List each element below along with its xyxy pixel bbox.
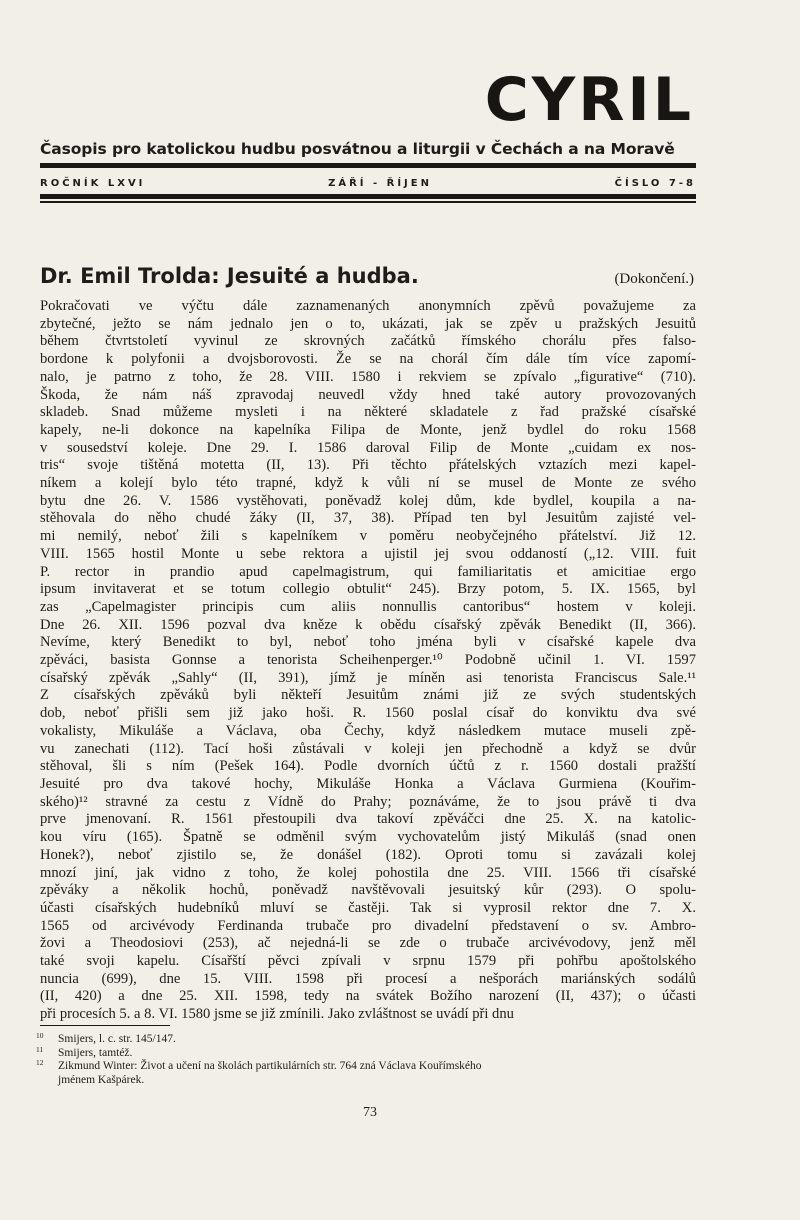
months-label: ZÁŘÍ - ŘÍJEN — [328, 178, 432, 189]
article-line: Pokračovati ve výčtu dále zaznamenaných anonymních zpěvů považujeme za — [40, 298, 696, 314]
journal-subtitle: Časopis pro katolickou hudbu posvátnou a liturgii v Čechách a na Moravě — [40, 140, 675, 158]
article-line: (II, 420) a dne 25. XII. 1598, tedy na svátek Božího narození (II, 437); o účasti — [40, 988, 696, 1005]
footnote-rule — [40, 1025, 170, 1026]
article-line: během čtvrtstoletí vyvinul ze skrovných začátků římského chorálu přes falso- — [40, 333, 696, 350]
article-line: mnozí jiní, jak vidno z toho, že kolej pohostila dne 25. VIII. 1566 tři císařské — [40, 864, 696, 881]
article-line: Z císařských zpěváků byli někteří Jesuitům známi již ze svých studentských — [40, 687, 696, 704]
article-line: žovi a Theodosiovi (253), ač nejedná-li se zde o trubače arcivévodovy, jenž měl — [40, 935, 696, 952]
article-line: Nevíme, který Benedikt to byl, neboť toho jména byli v císařské kapele dva — [40, 634, 696, 651]
article-line: zbytečné, ježto se nám jednalo jen o to, ukázati, jak se zpěv u pražských Jesuitů — [40, 315, 696, 332]
article-line: stěhovala do něho chudé žáky (II, 37, 38). Případ ten byl Jesuitům zajisté vel- — [40, 510, 696, 527]
article-line: ipsum invitaverat et se totum collegio obtulit“ 245). Brzy potom, 5. IX. 1565, byl — [40, 581, 696, 598]
article-line: ského)¹² stravné za cestu z Vídně do Prahy; poznáváme, že to jsou právě ti dva — [40, 793, 696, 810]
article-line: kapely, ne-li dokonce na kapelníka Filipa de Monte, jenž bydlel do roku 1568 — [40, 421, 696, 438]
journal-title: CYRIL — [484, 65, 694, 135]
article-line: VIII. 1565 hostil Monte u sebe rektora a ujistil jej svou oddaností („12. VIII. fuit — [40, 545, 696, 562]
article-line: císařský zpěvák „Sahly“ (II, 391), jímž je míněn asi tenorista Franciscus Sale.¹¹ — [40, 669, 696, 686]
article-title: Dr. Emil Trolda: Jesuité a hudba. — [40, 264, 419, 288]
article-line: Jesuité pro dva takové hochy, Mikuláše Honka a Václava Gurmiena (Kouřim- — [40, 775, 696, 792]
article-line: Honek?), neboť zjistilo se, že donášel (182). Oproti tomu si zavázali kolej — [40, 846, 696, 863]
article-line: bordone k polyfonii a dvojsborovosti. Že se na chorál čím dále tím více zapomí- — [40, 351, 696, 368]
footnote: $^{11}$ Smijers, tamtéž. — [36, 1044, 133, 1059]
header-rule-bottom — [40, 194, 696, 199]
article-line: níkem a kolejí bylo této trapné, když k vůli ní se musel de Monte ze svého — [40, 475, 696, 492]
article-line: mi nemilý, neboť žili s kapelníkem v poměru neobyčejného přátelství. Již 12. — [40, 528, 696, 545]
article-line: dob, neboť přišli sem již jako hoši. R. 1560 poslal císař do konviktu dva své — [40, 705, 696, 722]
article-line: Škoda, že nám náš zpravodaj neuvedl vždy hned také autory provozovaných — [40, 386, 696, 403]
article-line: skladeb. Snad můžeme mysleti i na některé skladatele z řad pražské císařské — [40, 404, 696, 421]
article-line: při procesích 5. a 8. VI. 1580 jsme se již zmínili. Jako zvláštnost se uvádí při dnu — [40, 1006, 514, 1023]
volume-label: ROČNÍK LXVI — [40, 178, 146, 189]
article-line: Dne 26. XII. 1596 pozval dva kněze k obědu císařský zpěvák Benedikt (II, 366). — [40, 616, 696, 633]
footnote-text-continuation: jménem Kašpárek. — [58, 1073, 145, 1086]
article-line: kou víru (165). Špatně se odměnil svým vychovatelům jistý Mikuláš (snad onen — [40, 829, 696, 846]
article-line: vu zanechati (112). Tací hoši zůstávali v koleji jen přechodně a když se dvůr — [40, 740, 696, 757]
article-line: nuncia (699), dne 15. VIII. 1598 při procesí a nešporách mariánských sodálů — [40, 970, 696, 987]
footnote-text: Smijers, tamtéž. — [58, 1046, 133, 1059]
header-rule-thin — [40, 201, 696, 203]
article-line: stěhoval, šli s ním (Pešek 164). Podle dvorních účtů z r. 1560 dostali pražští — [40, 758, 696, 775]
article-line: v sousedství koleje. Dne 29. I. 1586 daroval Filip de Monte „cuidam ex nos- — [40, 439, 696, 456]
article-line: 1565 od arcivévody Ferdinanda trubače pro divadelní představení o sv. Ambro- — [40, 917, 696, 934]
article-line: prve jmenovaní. R. 1561 přestoupili dva takoví zpěváčci dne 25. X. na katolic- — [40, 811, 696, 828]
article-line: zpěváky a několik hochů, poněvadž navštěvovali jesuitský kůr (293). O spolu- — [40, 882, 696, 899]
article-line: také svoji kapelu. Císařští pěvci zpívali v srpnu 1579 při pohřbu apoštolského — [40, 953, 696, 970]
issue-info-bar — [40, 178, 696, 189]
article-body — [40, 298, 696, 1024]
footnotes — [36, 1031, 698, 1087]
footnote: $^{12}$ Zikmund Winter: Život a učení na školách partikulárních str. 764 zná Václava Kouřímského jménem Kašpárek. — [58, 1060, 698, 1087]
article-line: tris“ svoje tištěná motetta (II, 13). Při těchto přátelských vztazích mezi kapel- — [40, 457, 696, 474]
header-rule-top — [40, 163, 696, 168]
footnote-text: Zikmund Winter: Život a učení na školách partikulárních str. 764 zná Václava Kouřímského — [58, 1060, 482, 1072]
article-line: zpěváci, basista Gonnse a tenorista Scheihenperger.¹⁰ Podobně učinil 1. VI. 1597 — [40, 652, 696, 669]
article-line: P. rector in prandio apud capelmagistrum, qui familiaritatis et amicitiae ergo — [40, 563, 696, 580]
issue-number-label: ČÍSLO 7-8 — [614, 178, 696, 189]
article-line: nalo, je patrno z toho, že 28. VIII. 1580 i rekviem se zpívalo „figurative“ (710). — [40, 368, 696, 385]
footnote: $^{10}$ Smijers, l. c. str. 145/147. — [36, 1031, 176, 1045]
article-line: bytu dne 26. V. 1586 vystěhovati, poněvadž kolej dům, kde bydlel, koupila a na- — [40, 492, 696, 509]
article-line: vokalisty, Mikuláše a Václava, oba Čechy, když následkem mutace museli zpě- — [40, 722, 696, 739]
article-line: účasti císařských hudebníků mluví se častěji. Tak si vyprosil rektor dne 7. X. — [40, 899, 696, 916]
article-line: zas „Capelmagister principis cum aliis nonnullis cantoribus“ hostem v koleji. — [40, 598, 696, 615]
page-number: 73 — [363, 1105, 377, 1120]
footnote-text: Smijers, l. c. str. 145/147. — [58, 1033, 176, 1045]
continued-note: (Dokončení.) — [614, 271, 694, 287]
